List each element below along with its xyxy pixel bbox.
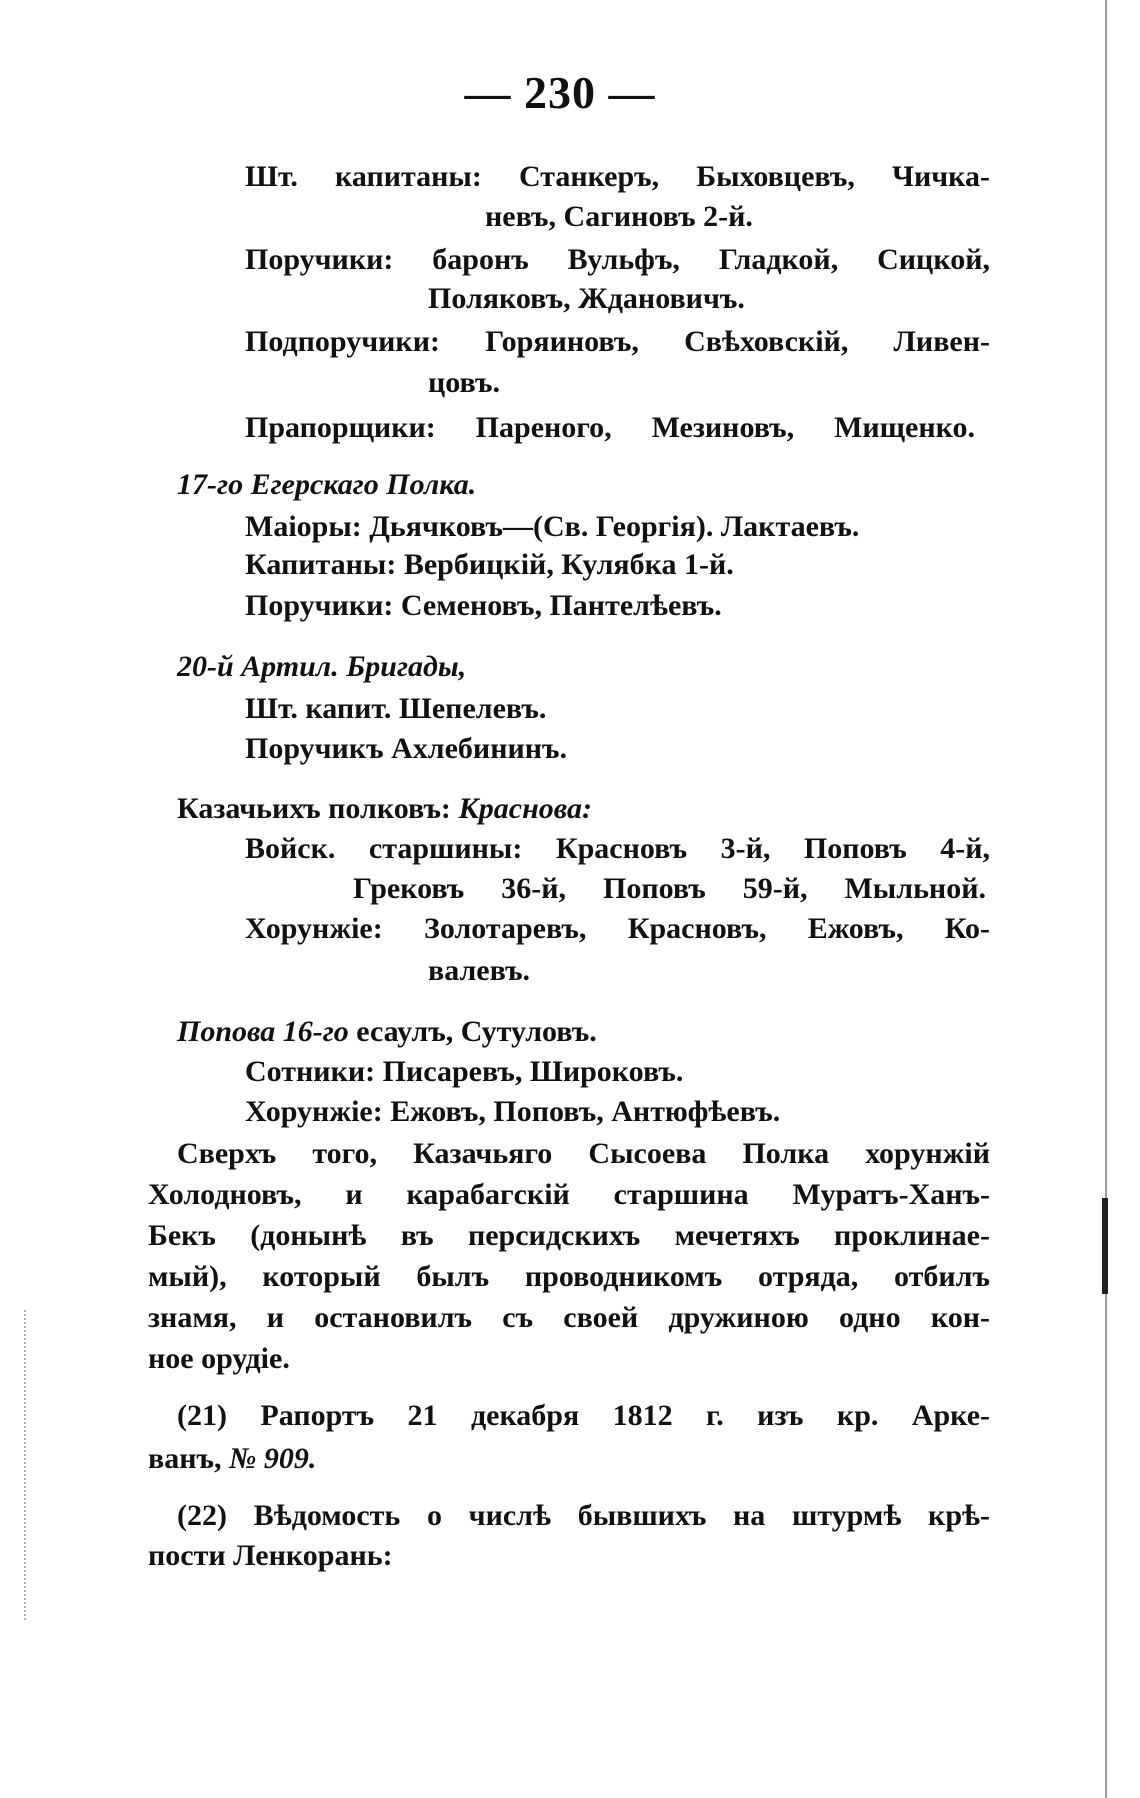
- jaeger-lieutenants-line: Поручики: Семеновъ, Пантелѣевъ.: [245, 589, 722, 622]
- military-starshinas-line: Войск. старшины: Красновъ 3-й, Поповъ 4-й,: [245, 832, 990, 865]
- footnote-21-line: (21) Рапортъ 21 декабря 1812 г. изъ кр. Арке-: [177, 1399, 990, 1432]
- military-starshinas-continuation: Грековъ 36-й, Поповъ 59-й, Мыльной.: [353, 872, 986, 905]
- artillery-brigade-heading: 20-й Артил. Бригады,: [177, 650, 467, 683]
- staff-captains-line: Шт. капитаны: Станкеръ, Быховцевъ, Чичка-: [245, 160, 990, 193]
- paragraph-line: мый), который былъ проводникомъ отряда, отбилъ: [148, 1260, 990, 1293]
- cossack-cornets-continuation: валевъ.: [428, 954, 531, 987]
- popov-regiment-heading: Попова 16-го: [177, 1015, 349, 1048]
- popov-cornets-line: Хорунжіе: Ежовъ, Поповъ, Антюфѣевъ.: [245, 1095, 781, 1128]
- paragraph-line: ное орудіе.: [148, 1342, 290, 1375]
- majors-line: Маіоры: Дьячковъ—(Св. Георгія). Лактаевъ.: [245, 510, 860, 543]
- sotniks-line: Сотники: Писаревъ, Широковъ.: [245, 1055, 684, 1088]
- footnote-21-number: № 909.: [228, 1442, 317, 1475]
- scan-page-edge: [1105, 0, 1107, 1798]
- sub-lieutenants-continuation: цовъ.: [428, 366, 500, 399]
- lieutenants-continuation: Поляковъ, Ждановичъ.: [428, 282, 745, 315]
- artillery-lieutenant-line: Поручикъ Ахлебининъ.: [245, 732, 568, 765]
- captains-line: Капитаны: Вербицкій, Кулябка 1-й.: [245, 548, 734, 581]
- paragraph-line: Холодновъ, и карабагскій старшина Муратъ-Ханъ-: [148, 1178, 990, 1211]
- paragraph-line: Сверхъ того, Казачьяго Сысоева Полка хорунжій: [177, 1137, 990, 1170]
- footnote-22-continuation: пости Ленкорань:: [148, 1539, 393, 1572]
- sub-lieutenants-line: Подпоручики: Горяиновъ, Свѣховскій, Ливен-: [245, 325, 990, 358]
- ensigns-line: Прапорщики: Пареного, Мезиновъ, Мищенко.: [245, 411, 975, 444]
- cossack-regiments-label: Казачьихъ полковъ:: [177, 792, 459, 825]
- paragraph-line: Бекъ (донынѣ въ персидскихъ мечетяхъ проклинае-: [148, 1219, 990, 1252]
- cossack-cornets-line: Хорунжіе: Золотаревъ, Красновъ, Ежовъ, Ко-: [245, 912, 990, 945]
- popov-esaul: есаулъ, Сутуловъ.: [348, 1015, 597, 1048]
- cossack-regiments-heading: [177, 789, 592, 829]
- jaeger-regiment-heading: 17-го Егерскаго Полка.: [177, 468, 477, 501]
- staff-captains-continuation: невъ, Сагиновъ 2-й.: [485, 200, 753, 233]
- lieutenants-line: Поручики: баронъ Вульфъ, Гладкой, Сицкой,: [245, 243, 990, 276]
- footnote-21-lead: ванъ,: [148, 1442, 229, 1475]
- paragraph-line: знамя, и остановилъ съ своей дружиною одно кон-: [148, 1301, 990, 1334]
- footnote-21-continuation: [148, 1439, 316, 1479]
- artillery-staff-captain-line: Шт. капит. Шепелевъ.: [245, 692, 547, 725]
- scan-edge-mark: [1102, 1198, 1108, 1294]
- popov-regiment-line: [177, 1012, 597, 1052]
- scan-left-edge: [24, 1310, 26, 1620]
- krasnov-regiment-label: Краснова:: [458, 792, 592, 825]
- page-number: — 230 —: [464, 67, 656, 118]
- footnote-22-line: (22) Вѣдомость о числѣ бывшихъ на штурмѣ крѣ-: [177, 1499, 990, 1532]
